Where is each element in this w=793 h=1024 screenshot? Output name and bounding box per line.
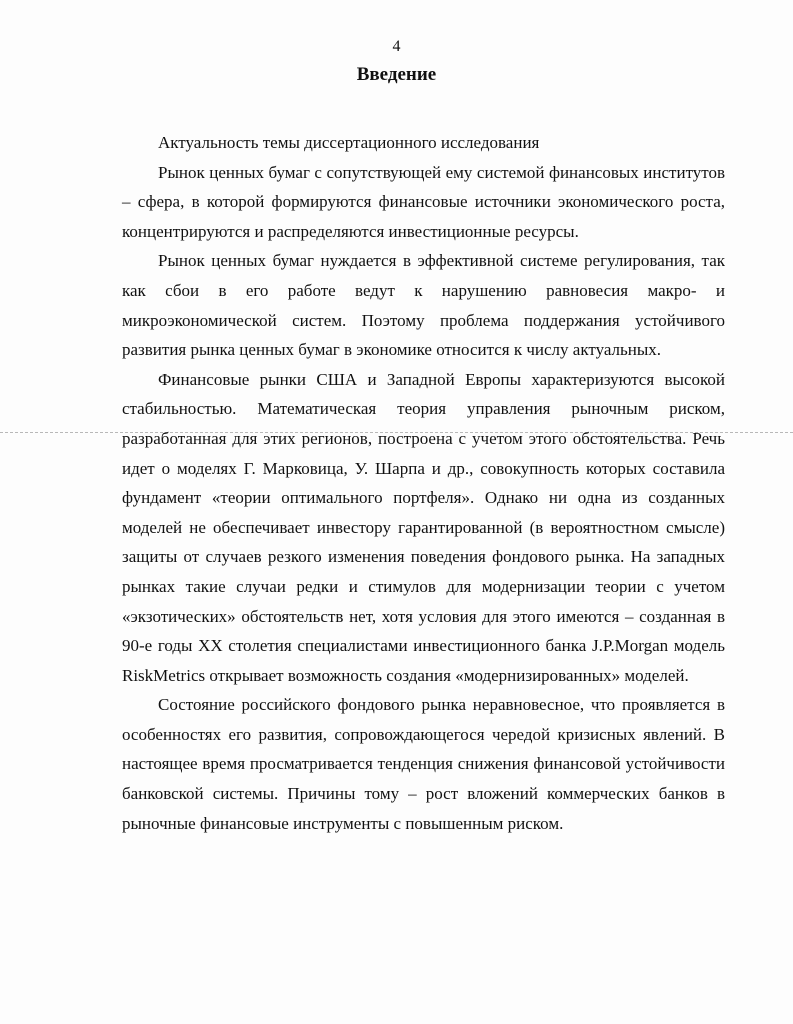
paragraph: Рынок ценных бумаг с сопутствующей ему системой финансовых институтов – сфера, в которой формируются финансовые источники экономического роста, концентрируются и распределяются инвестиционные ресурсы. (122, 162, 725, 241)
section-subtitle: Актуальность темы диссертационного исследования (158, 133, 540, 152)
document-body (122, 128, 725, 838)
paragraph: Рынок ценных бумаг нуждается в эффективной системе регулирования, так как сбои в его работе ведут к нарушению равновесия макро- и микроэкономической систем. Поэтому проблема поддержания устойчивого развития рынка ценных бумаг в экономике относится к числу актуальных. (122, 251, 725, 360)
paragraph: Состояние российского фондового рынка неравновесное, что проявляется в особенностях его развития, сопровождающегося чередой кризисных явлений. В настоящее время просматривается тенденция снижения финансовой устойчивости банковской системы. Причины тому – рост вложений коммерческих банков в рыночные финансовые инструменты с повышенным риском. (122, 695, 725, 833)
paragraph: Финансовые рынки США и Западной Европы характеризуются высокой стабильностью. Математическая теория управления рыночным риском, разработанная для этих регионов, построена с учетом этого обстоятельства. Речь идет о моделях Г. Марковица, У. Шарпа и др., совокупность которых составила фундамент «теории оптимального портфеля». Однако ни одна из созданных моделей не обеспечивает инвестору гарантированной (в вероятностном смысле) защиты от случаев резкого изменения поведения фондового рынка. На западных рынках такие случаи редки и стимулов для модернизации теории с учетом «экзотических» обстоятельств нет, хотя условия для этого имеются – созданная в 90-е годы XX столетия специалистами инвестиционного банка J.P.Morgan модель RiskMetrics открывает возможность создания «модернизированных» моделей. (122, 369, 725, 685)
page-number: 4 (392, 38, 401, 55)
page-title: Введение (356, 64, 437, 85)
